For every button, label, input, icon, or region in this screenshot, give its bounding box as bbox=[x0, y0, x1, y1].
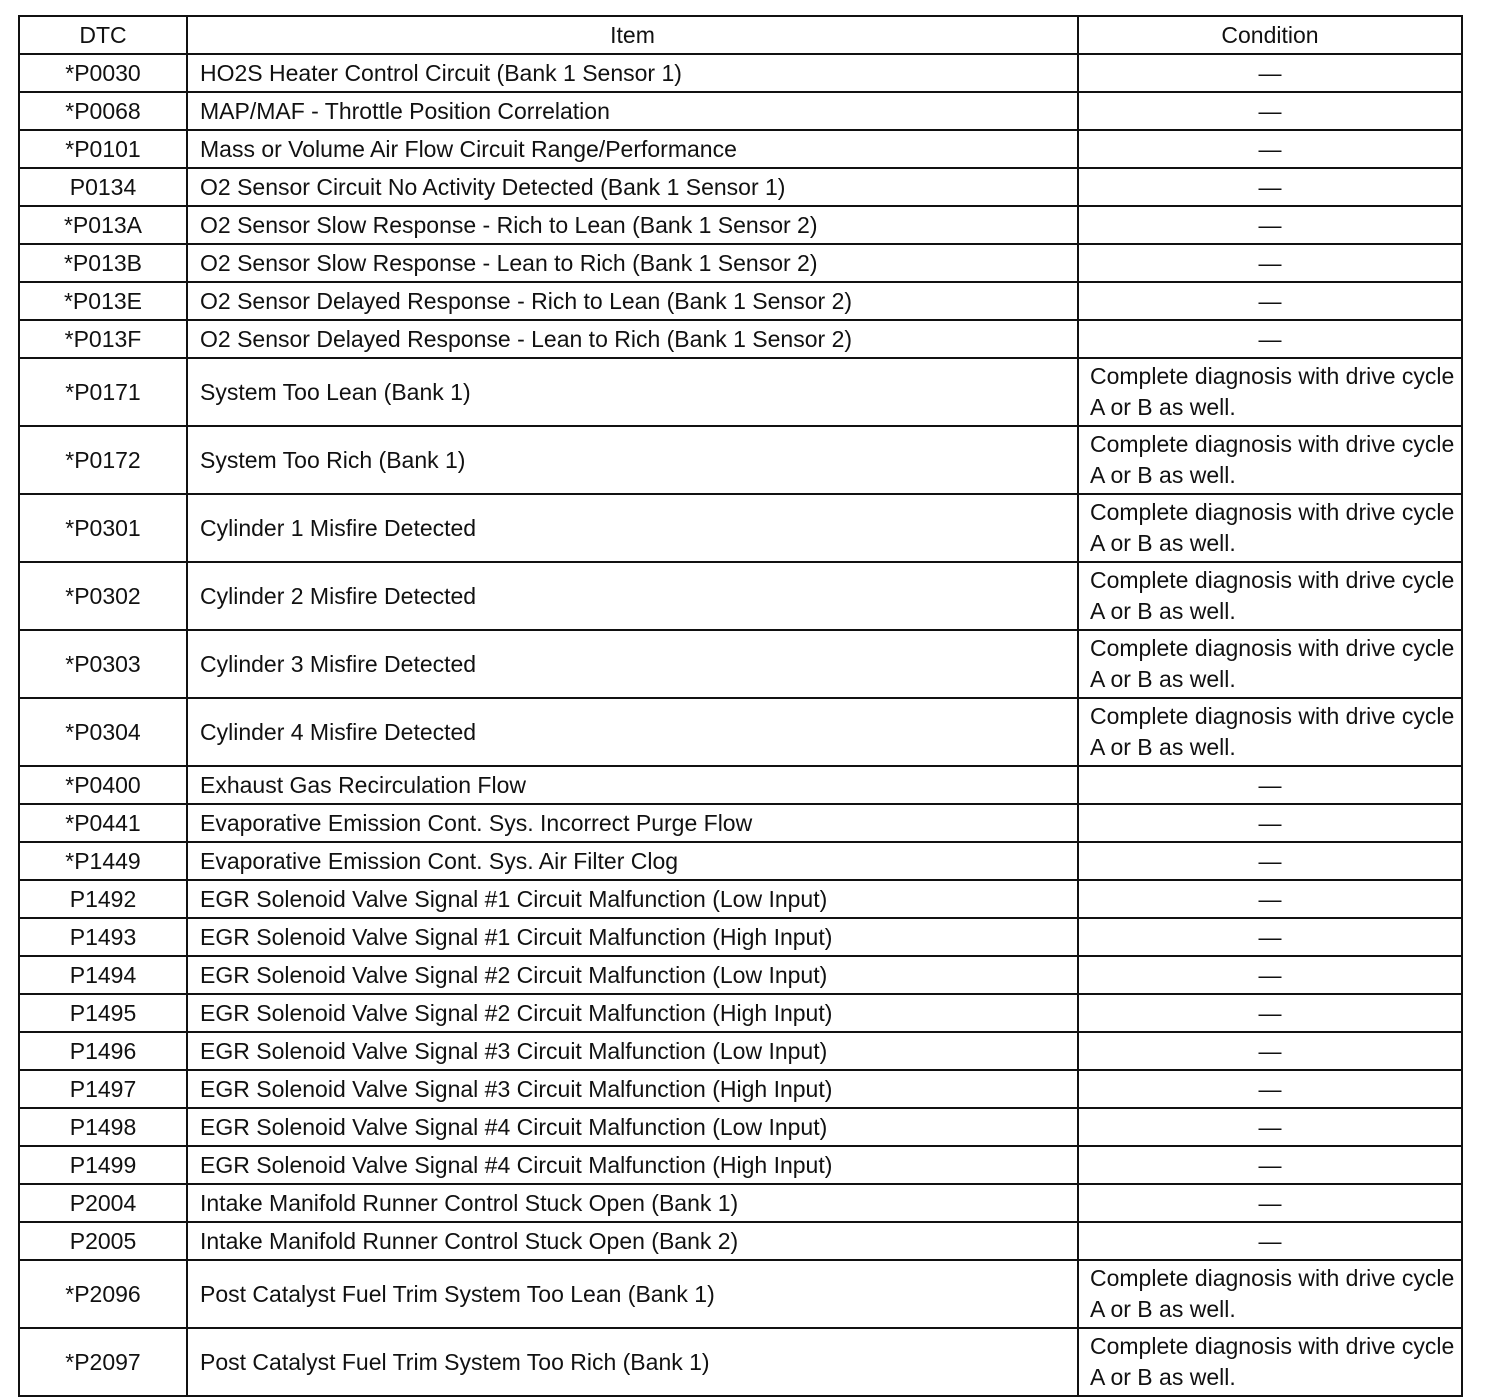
dtc-code-cell: *P1449 bbox=[19, 842, 187, 880]
condition-cell: — bbox=[1078, 956, 1462, 994]
item-description-cell: EGR Solenoid Valve Signal #4 Circuit Malfunction (High Input) bbox=[187, 1146, 1078, 1184]
item-description-cell: O2 Sensor Delayed Response - Rich to Lean (Bank 1 Sensor 2) bbox=[187, 282, 1078, 320]
condition-cell: — bbox=[1078, 1146, 1462, 1184]
table-row bbox=[19, 358, 1462, 426]
header-item: Item bbox=[187, 16, 1078, 54]
table-row bbox=[19, 426, 1462, 494]
item-description-cell: Intake Manifold Runner Control Stuck Open (Bank 1) bbox=[187, 1184, 1078, 1222]
dtc-code-cell: P0134 bbox=[19, 168, 187, 206]
dtc-code-cell: *P013B bbox=[19, 244, 187, 282]
condition-cell: — bbox=[1078, 282, 1462, 320]
header-dtc: DTC bbox=[19, 16, 187, 54]
table-row bbox=[19, 842, 1462, 880]
condition-cell: — bbox=[1078, 320, 1462, 358]
condition-cell: — bbox=[1078, 54, 1462, 92]
dtc-code-cell: P1492 bbox=[19, 880, 187, 918]
dtc-table bbox=[18, 15, 1463, 1397]
table-row bbox=[19, 880, 1462, 918]
table-row bbox=[19, 1032, 1462, 1070]
item-description-cell: Cylinder 3 Misfire Detected bbox=[187, 630, 1078, 698]
condition-cell: Complete diagnosis with drive cycle A or B as well. bbox=[1078, 562, 1462, 630]
table-row bbox=[19, 1222, 1462, 1260]
table-row bbox=[19, 1260, 1462, 1328]
dtc-code-cell: P1495 bbox=[19, 994, 187, 1032]
condition-cell: — bbox=[1078, 168, 1462, 206]
item-description-cell: Post Catalyst Fuel Trim System Too Rich (Bank 1) bbox=[187, 1328, 1078, 1396]
item-description-cell: Evaporative Emission Cont. Sys. Air Filter Clog bbox=[187, 842, 1078, 880]
condition-cell: — bbox=[1078, 1032, 1462, 1070]
condition-cell: Complete diagnosis with drive cycle A or B as well. bbox=[1078, 1260, 1462, 1328]
item-description-cell: EGR Solenoid Valve Signal #2 Circuit Malfunction (Low Input) bbox=[187, 956, 1078, 994]
item-description-cell: Cylinder 1 Misfire Detected bbox=[187, 494, 1078, 562]
table-row bbox=[19, 282, 1462, 320]
dtc-code-cell: *P0400 bbox=[19, 766, 187, 804]
header-condition: Condition bbox=[1078, 16, 1462, 54]
item-description-cell: Post Catalyst Fuel Trim System Too Lean (Bank 1) bbox=[187, 1260, 1078, 1328]
table-row bbox=[19, 918, 1462, 956]
item-description-cell: O2 Sensor Slow Response - Lean to Rich (Bank 1 Sensor 2) bbox=[187, 244, 1078, 282]
item-description-cell: Exhaust Gas Recirculation Flow bbox=[187, 766, 1078, 804]
item-description-cell: System Too Rich (Bank 1) bbox=[187, 426, 1078, 494]
table-row bbox=[19, 1146, 1462, 1184]
table-row bbox=[19, 1328, 1462, 1396]
condition-cell: — bbox=[1078, 842, 1462, 880]
table-row bbox=[19, 956, 1462, 994]
item-description-cell: Mass or Volume Air Flow Circuit Range/Performance bbox=[187, 130, 1078, 168]
condition-cell: — bbox=[1078, 1222, 1462, 1260]
condition-cell: — bbox=[1078, 1070, 1462, 1108]
item-description-cell: O2 Sensor Delayed Response - Lean to Rich (Bank 1 Sensor 2) bbox=[187, 320, 1078, 358]
item-description-cell: EGR Solenoid Valve Signal #3 Circuit Malfunction (High Input) bbox=[187, 1070, 1078, 1108]
dtc-code-cell: *P013E bbox=[19, 282, 187, 320]
dtc-code-cell: *P2096 bbox=[19, 1260, 187, 1328]
table-row bbox=[19, 1108, 1462, 1146]
dtc-code-cell: *P0030 bbox=[19, 54, 187, 92]
condition-cell: — bbox=[1078, 1184, 1462, 1222]
condition-cell: Complete diagnosis with drive cycle A or B as well. bbox=[1078, 426, 1462, 494]
condition-cell: Complete diagnosis with drive cycle A or B as well. bbox=[1078, 630, 1462, 698]
table-row bbox=[19, 766, 1462, 804]
dtc-code-cell: *P0172 bbox=[19, 426, 187, 494]
table-row bbox=[19, 1070, 1462, 1108]
item-description-cell: EGR Solenoid Valve Signal #1 Circuit Malfunction (Low Input) bbox=[187, 880, 1078, 918]
table-row bbox=[19, 804, 1462, 842]
dtc-code-cell: *P0068 bbox=[19, 92, 187, 130]
dtc-code-cell: *P0101 bbox=[19, 130, 187, 168]
item-description-cell: Intake Manifold Runner Control Stuck Open (Bank 2) bbox=[187, 1222, 1078, 1260]
item-description-cell: EGR Solenoid Valve Signal #3 Circuit Malfunction (Low Input) bbox=[187, 1032, 1078, 1070]
dtc-code-cell: *P0171 bbox=[19, 358, 187, 426]
table-row bbox=[19, 320, 1462, 358]
condition-cell: Complete diagnosis with drive cycle A or B as well. bbox=[1078, 358, 1462, 426]
condition-cell: — bbox=[1078, 918, 1462, 956]
condition-cell: Complete diagnosis with drive cycle A or B as well. bbox=[1078, 1328, 1462, 1396]
dtc-code-cell: *P2097 bbox=[19, 1328, 187, 1396]
dtc-code-cell: *P0301 bbox=[19, 494, 187, 562]
dtc-code-cell: P1497 bbox=[19, 1070, 187, 1108]
item-description-cell: O2 Sensor Slow Response - Rich to Lean (Bank 1 Sensor 2) bbox=[187, 206, 1078, 244]
dtc-code-cell: P1498 bbox=[19, 1108, 187, 1146]
item-description-cell: EGR Solenoid Valve Signal #2 Circuit Malfunction (High Input) bbox=[187, 994, 1078, 1032]
condition-cell: Complete diagnosis with drive cycle A or B as well. bbox=[1078, 698, 1462, 766]
dtc-code-cell: P1493 bbox=[19, 918, 187, 956]
dtc-code-cell: *P0304 bbox=[19, 698, 187, 766]
table-row bbox=[19, 92, 1462, 130]
table-row bbox=[19, 1184, 1462, 1222]
dtc-code-cell: P2004 bbox=[19, 1184, 187, 1222]
item-description-cell: EGR Solenoid Valve Signal #4 Circuit Malfunction (Low Input) bbox=[187, 1108, 1078, 1146]
item-description-cell: EGR Solenoid Valve Signal #1 Circuit Malfunction (High Input) bbox=[187, 918, 1078, 956]
item-description-cell: System Too Lean (Bank 1) bbox=[187, 358, 1078, 426]
table-row bbox=[19, 562, 1462, 630]
dtc-code-cell: P1499 bbox=[19, 1146, 187, 1184]
table-row bbox=[19, 698, 1462, 766]
item-description-cell: MAP/MAF - Throttle Position Correlation bbox=[187, 92, 1078, 130]
condition-cell: — bbox=[1078, 92, 1462, 130]
dtc-code-cell: P1496 bbox=[19, 1032, 187, 1070]
table-row bbox=[19, 494, 1462, 562]
item-description-cell: O2 Sensor Circuit No Activity Detected (Bank 1 Sensor 1) bbox=[187, 168, 1078, 206]
dtc-table-container bbox=[18, 15, 1461, 1397]
condition-cell: — bbox=[1078, 994, 1462, 1032]
table-row bbox=[19, 54, 1462, 92]
condition-cell: — bbox=[1078, 880, 1462, 918]
condition-cell: — bbox=[1078, 206, 1462, 244]
condition-cell: — bbox=[1078, 130, 1462, 168]
table-row bbox=[19, 630, 1462, 698]
condition-cell: — bbox=[1078, 766, 1462, 804]
dtc-code-cell: P1494 bbox=[19, 956, 187, 994]
dtc-code-cell: *P0303 bbox=[19, 630, 187, 698]
dtc-code-cell: *P013A bbox=[19, 206, 187, 244]
item-description-cell: Evaporative Emission Cont. Sys. Incorrect Purge Flow bbox=[187, 804, 1078, 842]
table-body bbox=[19, 54, 1462, 1396]
dtc-code-cell: *P0441 bbox=[19, 804, 187, 842]
item-description-cell: Cylinder 4 Misfire Detected bbox=[187, 698, 1078, 766]
dtc-code-cell: P2005 bbox=[19, 1222, 187, 1260]
table-row bbox=[19, 168, 1462, 206]
dtc-code-cell: *P0302 bbox=[19, 562, 187, 630]
table-row bbox=[19, 130, 1462, 168]
item-description-cell: Cylinder 2 Misfire Detected bbox=[187, 562, 1078, 630]
table-row bbox=[19, 206, 1462, 244]
condition-cell: — bbox=[1078, 244, 1462, 282]
item-description-cell: HO2S Heater Control Circuit (Bank 1 Sensor 1) bbox=[187, 54, 1078, 92]
table-header-row bbox=[19, 16, 1462, 54]
dtc-code-cell: *P013F bbox=[19, 320, 187, 358]
condition-cell: — bbox=[1078, 804, 1462, 842]
condition-cell: — bbox=[1078, 1108, 1462, 1146]
table-row bbox=[19, 994, 1462, 1032]
condition-cell: Complete diagnosis with drive cycle A or B as well. bbox=[1078, 494, 1462, 562]
table-row bbox=[19, 244, 1462, 282]
